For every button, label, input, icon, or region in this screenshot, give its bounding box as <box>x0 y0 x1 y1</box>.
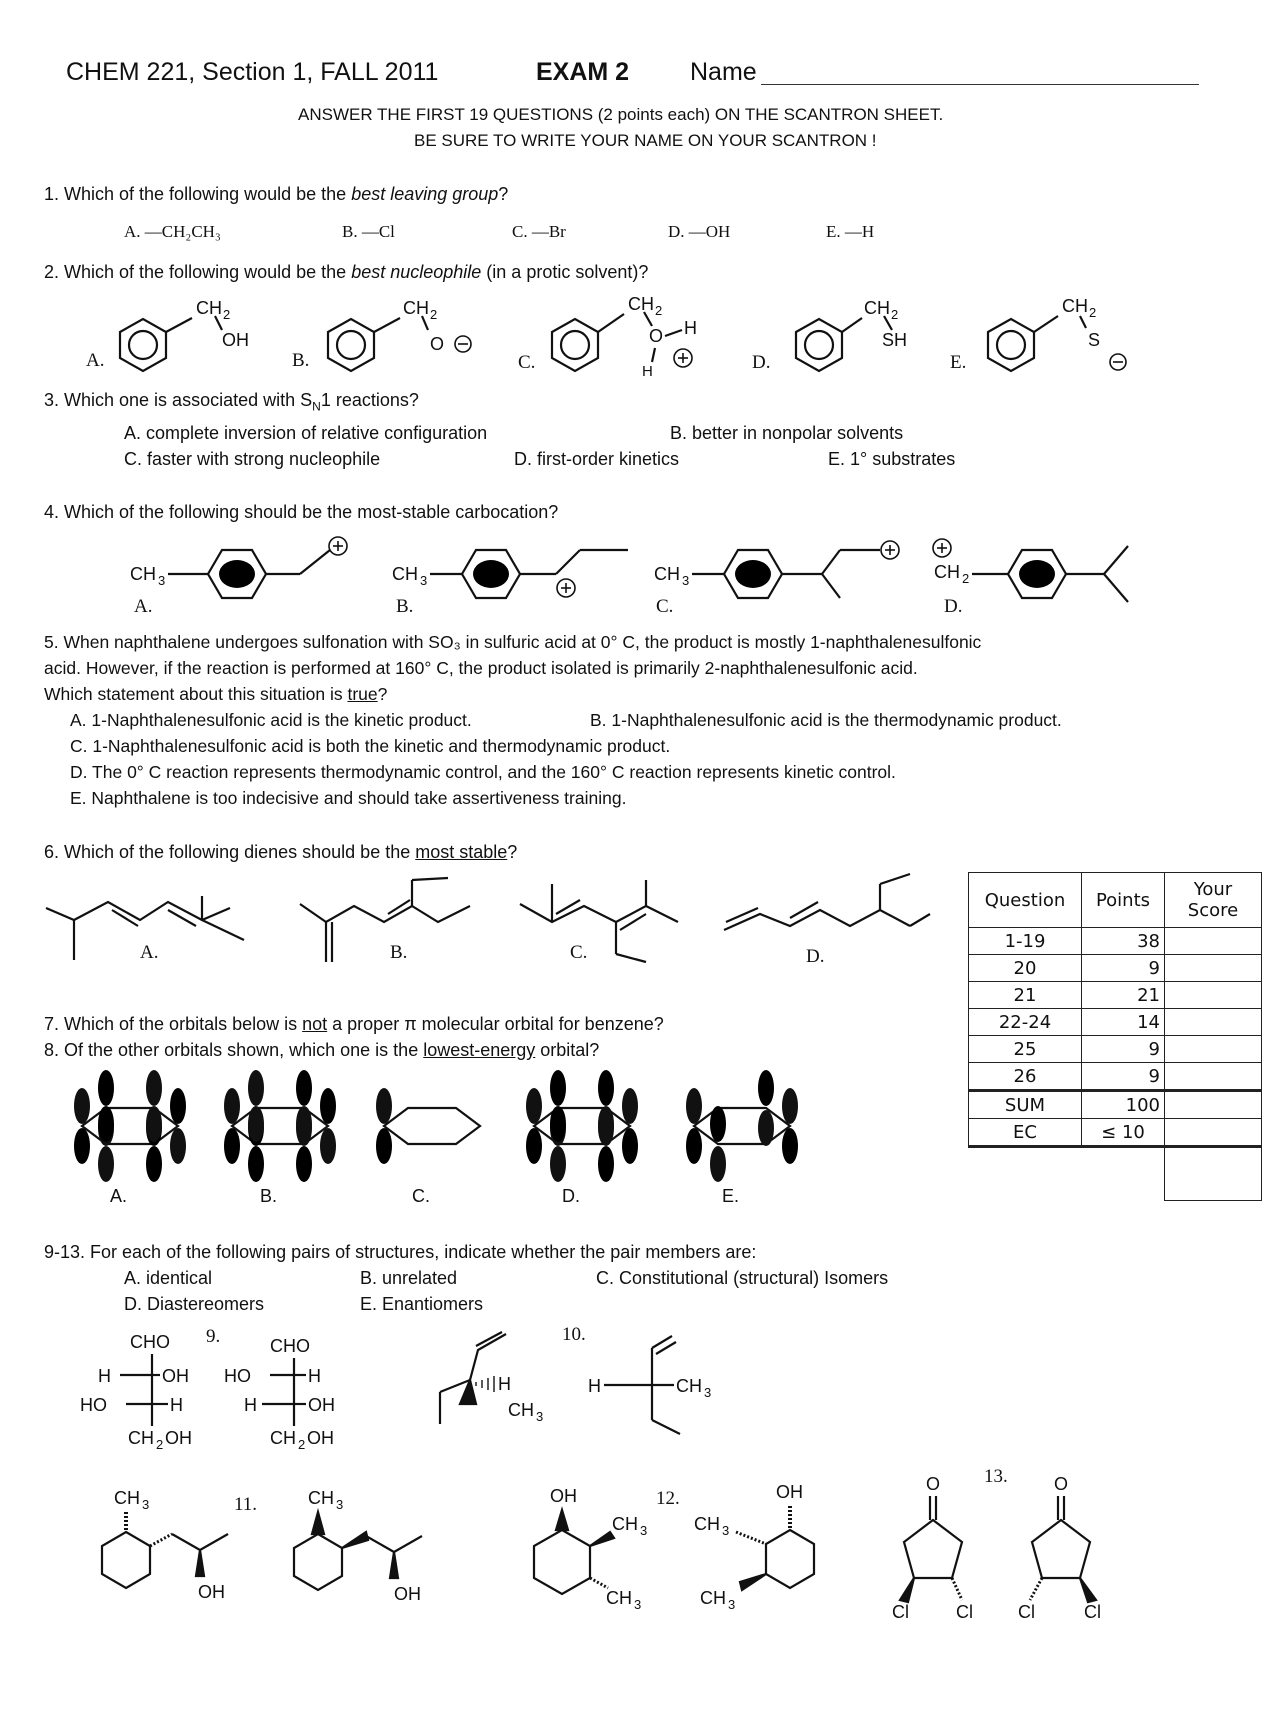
svg-text:H: H <box>642 363 653 380</box>
svg-text:2: 2 <box>655 303 663 318</box>
svg-text:CH: CH <box>114 1488 140 1508</box>
svg-text:CH: CH <box>270 1428 296 1448</box>
score-row <box>969 1063 1262 1091</box>
orbital-letter: E. <box>722 1186 740 1206</box>
score-points: 9 <box>1082 1063 1165 1091</box>
q13-number: 13. <box>984 1466 1008 1487</box>
q5-option-b: B. 1-Naphthalenesulfonic acid is the thermodynamic product. <box>590 710 1062 730</box>
svg-text:3: 3 <box>640 1523 648 1538</box>
score-header-question: Question <box>969 873 1082 928</box>
q1-option-a: A. —CH₂CH₃ <box>124 222 221 241</box>
svg-text:CH: CH <box>628 294 654 314</box>
svg-text:2: 2 <box>962 571 970 586</box>
score-question: EC <box>969 1119 1082 1147</box>
q6-diene-a <box>46 896 244 963</box>
score-row <box>969 928 1262 955</box>
svg-text:2: 2 <box>430 307 438 322</box>
q2-structure-c <box>518 294 697 380</box>
score-blank <box>1082 1147 1165 1201</box>
q5-option-d: D. The 0° C reaction represents thermodynamic control, and the 160° C reaction represents kinetic control. <box>70 762 896 782</box>
score-cell[interactable] <box>1165 1009 1262 1036</box>
q4-letter-c: C. <box>656 596 674 617</box>
svg-text:3: 3 <box>420 573 428 588</box>
svg-text:CH: CH <box>700 1588 726 1608</box>
svg-text:H: H <box>244 1395 257 1415</box>
q13-structure-left <box>892 1474 973 1622</box>
svg-text:CH: CH <box>128 1428 154 1448</box>
svg-text:CH: CH <box>392 564 418 584</box>
svg-text:CH: CH <box>612 1514 638 1534</box>
name-line[interactable] <box>761 84 1199 85</box>
svg-text:2: 2 <box>891 307 899 322</box>
svg-text:O: O <box>926 1474 941 1494</box>
svg-text:2: 2 <box>298 1437 306 1452</box>
q10-structure-right <box>588 1336 711 1434</box>
instructions-line-2: BE SURE TO WRITE YOUR NAME ON YOUR SCANTRON ! <box>414 131 877 150</box>
question-9-13: 9-13. For each of the following pairs of structures, indicate whether the pair members are: <box>44 1242 757 1262</box>
q1-option-d: D. —OH <box>668 222 731 241</box>
q11-number: 11. <box>234 1494 258 1515</box>
svg-text:CHO: CHO <box>270 1336 310 1356</box>
svg-text:OH: OH <box>162 1366 189 1386</box>
svg-text:H: H <box>170 1395 183 1415</box>
q3-sub: N <box>312 399 321 414</box>
svg-text:3: 3 <box>536 1409 544 1424</box>
svg-text:3: 3 <box>728 1597 736 1612</box>
score-points: 9 <box>1082 1036 1165 1063</box>
q12-number: 12. <box>656 1488 680 1509</box>
q6-letter-c: C. <box>570 942 588 963</box>
svg-text:O: O <box>1054 1474 1069 1494</box>
q4-structure-b <box>392 550 628 617</box>
svg-text:3: 3 <box>722 1523 730 1538</box>
score-question: SUM <box>969 1091 1082 1119</box>
q3-option-e: E. 1° substrates <box>828 449 956 469</box>
score-points: 9 <box>1082 955 1165 982</box>
score-points: ≤ 10 <box>1082 1119 1165 1147</box>
orbital-diagram <box>74 1070 186 1206</box>
orbital-diagram <box>526 1070 638 1206</box>
q6-dienes <box>0 870 960 970</box>
score-question: 22-24 <box>969 1009 1082 1036</box>
score-cell[interactable] <box>1165 982 1262 1009</box>
svg-text:CH: CH <box>130 564 156 584</box>
score-header-points: Points <box>1082 873 1165 928</box>
svg-text:H: H <box>498 1374 511 1394</box>
svg-text:CH: CH <box>864 298 890 318</box>
score-question: 1-19 <box>969 928 1082 955</box>
q9-13-option-d: D. Diastereomers <box>124 1294 265 1314</box>
question-4: 4. Which of the following should be the most-stable carbocation? <box>44 502 559 522</box>
svg-text:OH: OH <box>776 1482 803 1502</box>
q5-end: ? <box>377 684 388 704</box>
svg-text:2: 2 <box>156 1437 164 1452</box>
orbital-diagram <box>224 1070 336 1206</box>
q2a-oh: OH <box>222 330 249 350</box>
q2-letter-a: A. <box>86 350 105 371</box>
course-title: CHEM 221, Section 1, FALL 2011 <box>66 58 439 86</box>
q2-letter-b: B. <box>292 350 310 371</box>
q2-end: (in a protic solvent)? <box>481 262 649 282</box>
q8-end: orbital? <box>535 1040 600 1060</box>
score-points: 38 <box>1082 928 1165 955</box>
score-question: 26 <box>969 1063 1082 1091</box>
svg-text:3: 3 <box>704 1385 712 1400</box>
svg-text:CH: CH <box>403 298 429 318</box>
score-question: 21 <box>969 982 1082 1009</box>
q2-structure-e <box>950 296 1126 373</box>
svg-text:H: H <box>684 318 697 338</box>
svg-text:3: 3 <box>336 1497 344 1512</box>
q5-line-3-text: Which statement about this situation is <box>44 684 348 704</box>
svg-text:CH: CH <box>934 562 960 582</box>
svg-text:CH: CH <box>676 1376 702 1396</box>
q4-letter-b: B. <box>396 596 414 617</box>
question-6 <box>44 842 517 863</box>
q3-end: 1 reactions? <box>320 390 419 410</box>
svg-text:OH: OH <box>165 1428 192 1448</box>
q11-structure-right <box>294 1488 422 1604</box>
svg-text:3: 3 <box>158 573 166 588</box>
q2-text: 2. Which of the following would be the <box>44 262 352 282</box>
q9-13-option-e: E. Enantiomers <box>360 1294 484 1314</box>
svg-text:CH: CH <box>694 1514 720 1534</box>
instructions-line-1: ANSWER THE FIRST 19 QUESTIONS (2 points each) ON THE SCANTRON SHEET. <box>298 105 944 124</box>
svg-text:OH: OH <box>308 1395 335 1415</box>
question-7 <box>44 1014 664 1035</box>
svg-text:3: 3 <box>142 1497 150 1512</box>
svg-text:3: 3 <box>634 1597 642 1612</box>
q7-end: a proper π molecular orbital for benzene? <box>327 1014 664 1034</box>
svg-text:SH: SH <box>882 330 908 350</box>
svg-text:Cl: Cl <box>1018 1602 1035 1622</box>
q9-number: 9. <box>206 1326 221 1347</box>
q1-end: ? <box>498 184 509 204</box>
svg-text:HO: HO <box>80 1395 107 1415</box>
svg-text:OH: OH <box>307 1428 334 1448</box>
score-row-total <box>969 1147 1262 1201</box>
q12-structure-right <box>694 1482 814 1612</box>
q7-not: not <box>302 1014 328 1034</box>
q1-text: 1. Which of the following would be the <box>44 184 352 204</box>
svg-text:CH: CH <box>1062 296 1088 316</box>
q5-line-3 <box>44 684 387 705</box>
q4-structure-c <box>654 541 899 617</box>
svg-text:OH: OH <box>198 1582 225 1602</box>
q2-letter-e: E. <box>950 352 967 373</box>
svg-text:CH: CH <box>606 1588 632 1608</box>
q3-option-a: A. complete inversion of relative configuration <box>124 423 488 443</box>
question-3 <box>44 390 419 414</box>
q5-option-a: A. 1-Naphthalenesulfonic acid is the kinetic product. <box>70 710 472 730</box>
q5-line-1: 5. When naphthalene undergoes sulfonation with SO₃ in sulfuric acid at 0° C, the product is mostly 1-naphthalenesulfonic <box>44 632 982 652</box>
score-row <box>969 955 1262 982</box>
q2-structure-a <box>86 298 249 371</box>
score-question: 20 <box>969 955 1082 982</box>
score-points: 21 <box>1082 982 1165 1009</box>
q6-letter-a: A. <box>140 942 159 963</box>
q2-emphasis: best nucleophile <box>351 262 482 282</box>
score-points: 100 <box>1082 1091 1165 1119</box>
q1-emphasis: best leaving group <box>351 184 499 204</box>
svg-text:3: 3 <box>682 573 690 588</box>
score-row <box>969 1009 1262 1036</box>
score-cell[interactable] <box>1165 1119 1262 1147</box>
score-row <box>969 1119 1262 1147</box>
question-2 <box>44 262 648 283</box>
q8-lowest-energy: lowest-energy <box>423 1040 536 1060</box>
q4-structures <box>0 530 1280 620</box>
q10-number: 10. <box>562 1324 586 1345</box>
svg-text:CH: CH <box>654 564 680 584</box>
svg-text:CH: CH <box>508 1400 534 1420</box>
q8-orbitals <box>0 1066 960 1206</box>
q4-letter-d: D. <box>944 596 963 617</box>
score-blank <box>969 1147 1082 1201</box>
svg-text:H: H <box>308 1366 321 1386</box>
q10-structure-left <box>440 1332 543 1424</box>
q2-letter-d: D. <box>752 352 771 373</box>
question-1 <box>44 184 508 205</box>
svg-text:2: 2 <box>1089 305 1097 320</box>
q5-line-2: acid. However, if the reaction is performed at 160° C, the product isolated is primarily 2-naphthalenesulfonic acid. <box>44 658 918 678</box>
q9-13-option-a: A. identical <box>124 1268 213 1288</box>
svg-text:CHO: CHO <box>130 1332 170 1352</box>
q1-option-b: B. —Cl <box>342 222 395 241</box>
orbital-letter: B. <box>260 1186 278 1206</box>
q6-text: 6. Which of the following dienes should be the <box>44 842 416 862</box>
q3-option-c: C. faster with strong nucleophile <box>124 449 381 469</box>
question-8 <box>44 1040 599 1061</box>
score-cell[interactable] <box>1165 955 1262 982</box>
q5-true: true <box>347 684 378 704</box>
svg-text:Cl: Cl <box>1084 1602 1101 1622</box>
q3-option-d: D. first-order kinetics <box>514 449 680 469</box>
q3-text: 3. Which one is associated with S <box>44 390 313 410</box>
q6-underline: most stable <box>415 842 508 862</box>
q9-13-structures <box>0 1320 1280 1620</box>
q2-structure-b <box>292 298 471 371</box>
orbital-letter: A. <box>110 1186 128 1206</box>
q11-structure-left <box>102 1488 228 1602</box>
q13-structure-right <box>1018 1474 1101 1622</box>
q4-structure-a <box>130 537 347 617</box>
orbital-diagram <box>376 1088 480 1206</box>
q2-structures <box>0 290 1280 380</box>
score-cell[interactable] <box>1165 1036 1262 1063</box>
score-table <box>968 872 1262 1201</box>
q6-diene-b <box>300 878 470 963</box>
q3-option-b: B. better in nonpolar solvents <box>670 423 904 443</box>
q9-13-option-b: B. unrelated <box>360 1268 458 1288</box>
score-points: 14 <box>1082 1009 1165 1036</box>
score-row <box>969 1036 1262 1063</box>
q5-option-e: E. Naphthalene is too indecisive and should take assertiveness training. <box>70 788 627 808</box>
q7-text: 7. Which of the orbitals below is <box>44 1014 303 1034</box>
svg-text:OH: OH <box>550 1486 577 1506</box>
q2-structure-d <box>752 298 907 373</box>
q9-structure-right <box>224 1336 335 1452</box>
svg-text:Cl: Cl <box>956 1602 973 1622</box>
q1-option-c: C. —Br <box>512 222 566 241</box>
q4-letter-a: A. <box>134 596 153 617</box>
q6-letter-d: D. <box>806 946 825 967</box>
svg-text:S: S <box>1088 330 1101 350</box>
svg-text:H: H <box>588 1376 601 1396</box>
q2a-ch2: CH <box>196 298 222 318</box>
svg-text:O: O <box>649 326 664 346</box>
score-cell[interactable] <box>1165 928 1262 955</box>
svg-text:CH: CH <box>308 1488 334 1508</box>
q5-option-c: C. 1-Naphthalenesulfonic acid is both the kinetic and thermodynamic product. <box>70 736 671 756</box>
score-row <box>969 982 1262 1009</box>
score-header-your-score: Your Score <box>1165 873 1262 928</box>
q12-structure-left <box>534 1486 647 1612</box>
score-cell[interactable] <box>1165 1063 1262 1091</box>
orbital-letter: C. <box>412 1186 430 1206</box>
q6-diene-c <box>520 880 678 963</box>
score-row <box>969 1091 1262 1119</box>
svg-text:2: 2 <box>223 307 231 322</box>
q9-13-option-c: C. Constitutional (structural) Isomers <box>596 1268 889 1288</box>
svg-text:Cl: Cl <box>892 1602 909 1622</box>
q6-diene-d <box>724 874 930 967</box>
score-question: 25 <box>969 1036 1082 1063</box>
score-total-cell[interactable] <box>1165 1147 1262 1201</box>
orbital-letter: D. <box>562 1186 580 1206</box>
q1-option-e: E. —H <box>826 222 875 241</box>
orbital-diagram <box>686 1070 798 1206</box>
q2-letter-c: C. <box>518 352 536 373</box>
q4-structure-d <box>933 539 1128 617</box>
q8-text: 8. Of the other orbitals shown, which one is the <box>44 1040 424 1060</box>
score-cell[interactable] <box>1165 1091 1262 1119</box>
exam-title: EXAM 2 <box>536 58 630 86</box>
q6-letter-b: B. <box>390 942 408 963</box>
svg-text:H: H <box>98 1366 111 1386</box>
svg-text:HO: HO <box>224 1366 251 1386</box>
name-label: Name <box>690 58 757 86</box>
q6-end: ? <box>507 842 518 862</box>
q9-structure-left <box>80 1332 192 1452</box>
svg-text:O: O <box>430 334 445 354</box>
svg-text:OH: OH <box>394 1584 421 1604</box>
